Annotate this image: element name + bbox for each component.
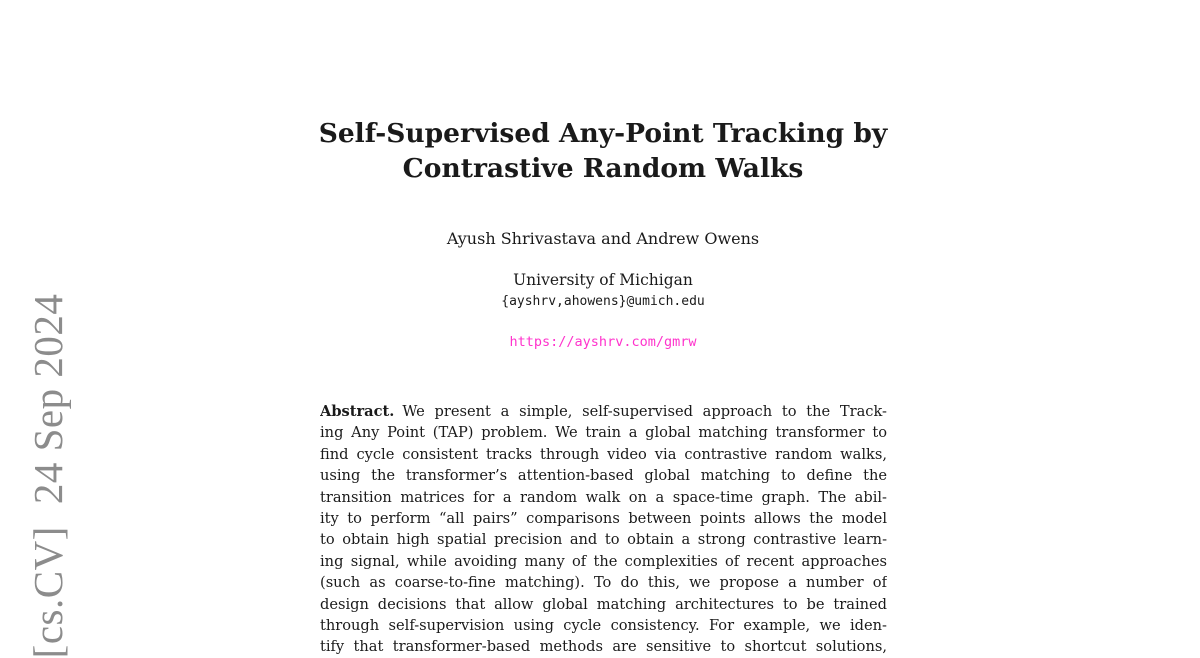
abstract-label: Abstract. xyxy=(320,403,395,420)
abstract-line: (such as coarse-to-fine matching). To do this, we propose a number of xyxy=(320,574,887,592)
affiliation: University of Michigan xyxy=(513,271,693,289)
arxiv-date: 24 Sep 2024 xyxy=(25,293,71,505)
paper-title-line: Self-Supervised Any-Point Tracking by xyxy=(318,118,888,149)
abstract-line-text: We present a simple, self-supervised approach to the Track- xyxy=(402,403,887,420)
author-email: {ayshrv,ahowens}@umich.edu xyxy=(501,294,705,309)
project-link[interactable]: https://ayshrv.com/gmrw xyxy=(509,334,697,350)
abstract-line: find cycle consistent tracks through video via contrastive random walks, xyxy=(320,445,887,463)
abstract-line: ing signal, while avoiding many of the complexities of recent approaches xyxy=(320,552,887,570)
abstract-line: ity to perform “all pairs” comparisons between points allows the model xyxy=(320,509,887,527)
abstract-line: transition matrices for a random walk on a space-time graph. The abil- xyxy=(320,488,887,506)
abstract xyxy=(320,401,887,658)
abstract-line: to obtain high spatial precision and to obtain a strong contrastive learn- xyxy=(320,531,887,549)
abstract-line: design decisions that allow global matching architectures to be trained xyxy=(320,595,887,613)
abstract-line: tify that transformer-based methods are sensitive to shortcut solutions, xyxy=(320,638,887,656)
abstract-line: ing Any Point (TAP) problem. We train a global matching transformer to xyxy=(320,424,887,442)
paper-title xyxy=(303,116,903,186)
abstract-line xyxy=(320,401,887,422)
arxiv-side-stamp xyxy=(24,294,72,658)
abstract-line: through self-supervision using cycle consistency. For example, we iden- xyxy=(320,616,887,634)
paper-title-line: Contrastive Random Walks xyxy=(402,153,804,184)
author-list: Ayush Shrivastava and Andrew Owens xyxy=(446,229,760,248)
abstract-line: using the transformer’s attention-based global matching to define the xyxy=(320,467,887,485)
arxiv-category: [cs.CV] xyxy=(25,526,71,658)
